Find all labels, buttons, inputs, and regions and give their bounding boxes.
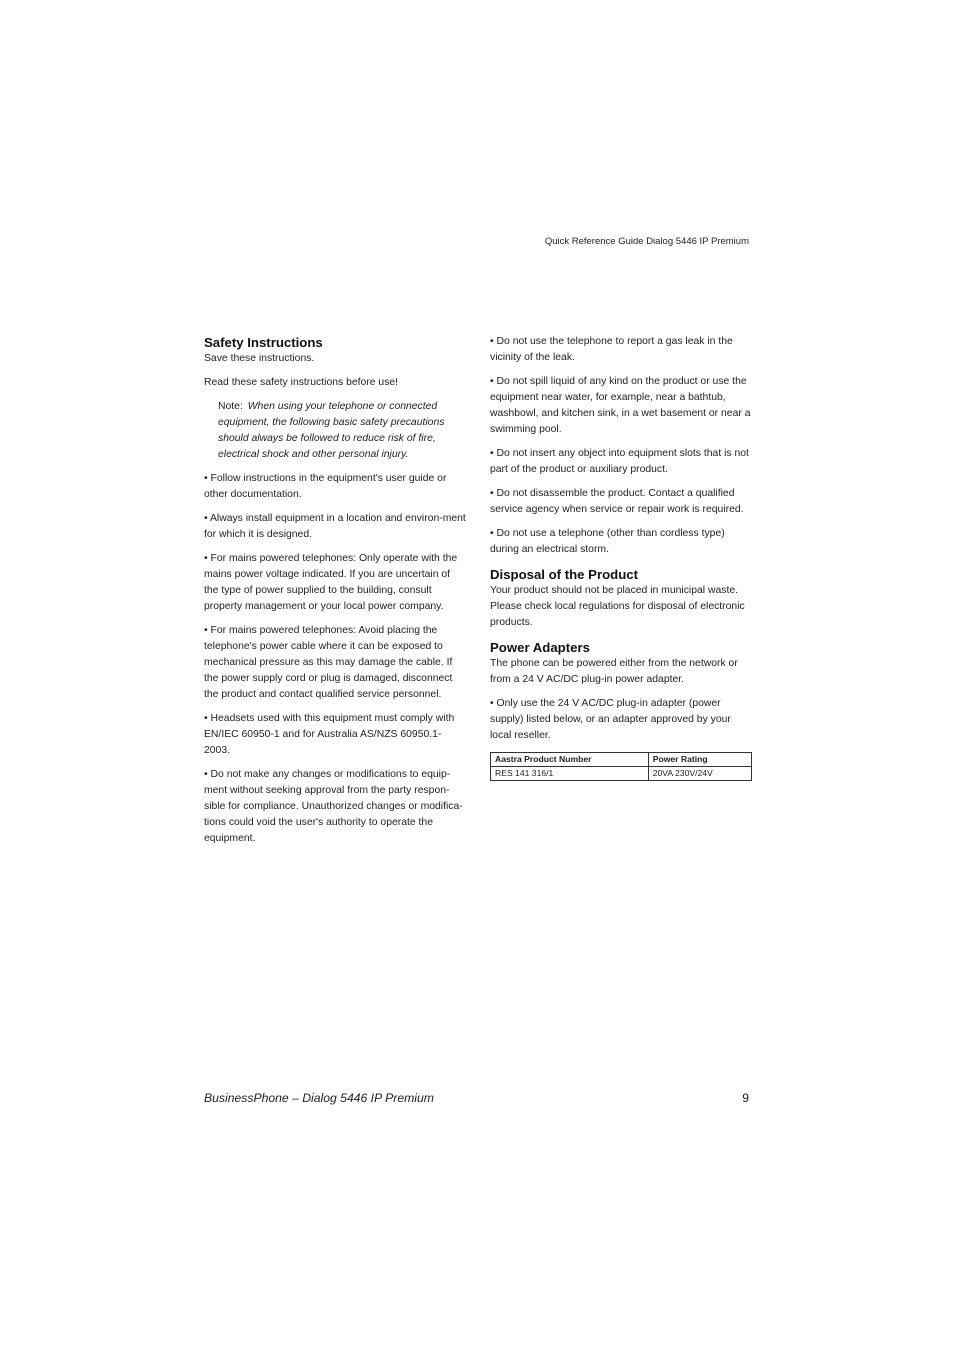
footer-title: BusinessPhone – Dialog 5446 IP Premium xyxy=(204,1091,434,1105)
power-section xyxy=(490,639,752,781)
table-cell: RES 141 316/1 xyxy=(491,767,649,781)
power-heading: Power Adapters xyxy=(490,640,590,655)
safety-bullet: • For mains powered telephones: Avoid placing the telephone's power cable where it can be exposed to mechanical pressure as this may damage the cable. If the power supply cord or plug is damaged, disconnect the product and contact qualified service personnel. xyxy=(204,625,453,700)
table-header-cell: Aastra Product Number xyxy=(491,753,649,767)
safety-bullet: • Do not disassemble the product. Contact a qualified service agency when service or repair work is required. xyxy=(490,488,744,515)
table-cell: 20VA 230V/24V xyxy=(648,767,751,781)
safety-bullet: • Headsets used with this equipment must comply with EN/IEC 60950-1 and for Australia AS/NZS 60950.1-2003. xyxy=(204,713,455,756)
right-column xyxy=(490,334,752,781)
safety-bullet: • Do not make any changes or modifications to equip-ment without seeking approval from the party respon-sible for compliance. Unauthorized changes or modifica-tions could void the user's authority to operate the equipment. xyxy=(204,769,463,844)
safety-bullet: • For mains powered telephones: Only operate with the mains power voltage indicated. If you are uncertain of the type of power supplied to the building, consult property management or your local power company. xyxy=(204,553,458,612)
running-header: Quick Reference Guide Dialog 5446 IP Premium xyxy=(544,236,749,247)
note-text: When using your telephone or connected equipment, the following basic safety precautions should always be followed to reduce risk of fire, electrical shock and other personal injury. xyxy=(218,401,445,460)
table-header-row xyxy=(491,753,752,767)
table-header-cell: Power Rating xyxy=(648,753,751,767)
safety-bullet: • Do not use the telephone to report a gas leak in the vicinity of the leak. xyxy=(490,336,733,363)
page-number: 9 xyxy=(742,1091,749,1105)
safety-bullet: • Follow instructions in the equipment's user guide or other documentation. xyxy=(204,473,447,500)
power-bullet: • Only use the 24 V AC/DC plug-in adapter (power supply) listed below, or an adapter approved by your local reseller. xyxy=(490,698,731,741)
safety-intro-save: Save these instructions. xyxy=(204,353,315,364)
table-row xyxy=(491,767,752,781)
disposal-text: Your product should not be placed in municipal waste. Please check local regulations for disposal of electronic products. xyxy=(490,585,745,628)
left-column xyxy=(204,334,466,855)
safety-bullet: • Do not spill liquid of any kind on the product or use the equipment near water, for example, near a bathtub, washbowl, and kitchen sink, in a wet basement or near a swimming pool. xyxy=(490,376,751,435)
safety-bullet: • Do not insert any object into equipment slots that is not part of the product or auxiliary product. xyxy=(490,448,749,475)
safety-heading: Safety Instructions xyxy=(204,335,323,350)
note-label: Note: xyxy=(218,401,243,412)
safety-intro-read: Read these safety instructions before use! xyxy=(204,377,399,388)
safety-note xyxy=(218,399,466,463)
safety-bullet: • Do not use a telephone (other than cordless type) during an electrical storm. xyxy=(490,528,725,555)
disposal-section xyxy=(490,566,752,631)
power-text: The phone can be powered either from the network or from a 24 V AC/DC plug-in power adapter. xyxy=(490,658,738,685)
safety-bullet: • Always install equipment in a location and environ-ment for which it is designed. xyxy=(204,513,466,540)
adapter-table xyxy=(490,752,752,781)
disposal-heading: Disposal of the Product xyxy=(490,567,639,582)
